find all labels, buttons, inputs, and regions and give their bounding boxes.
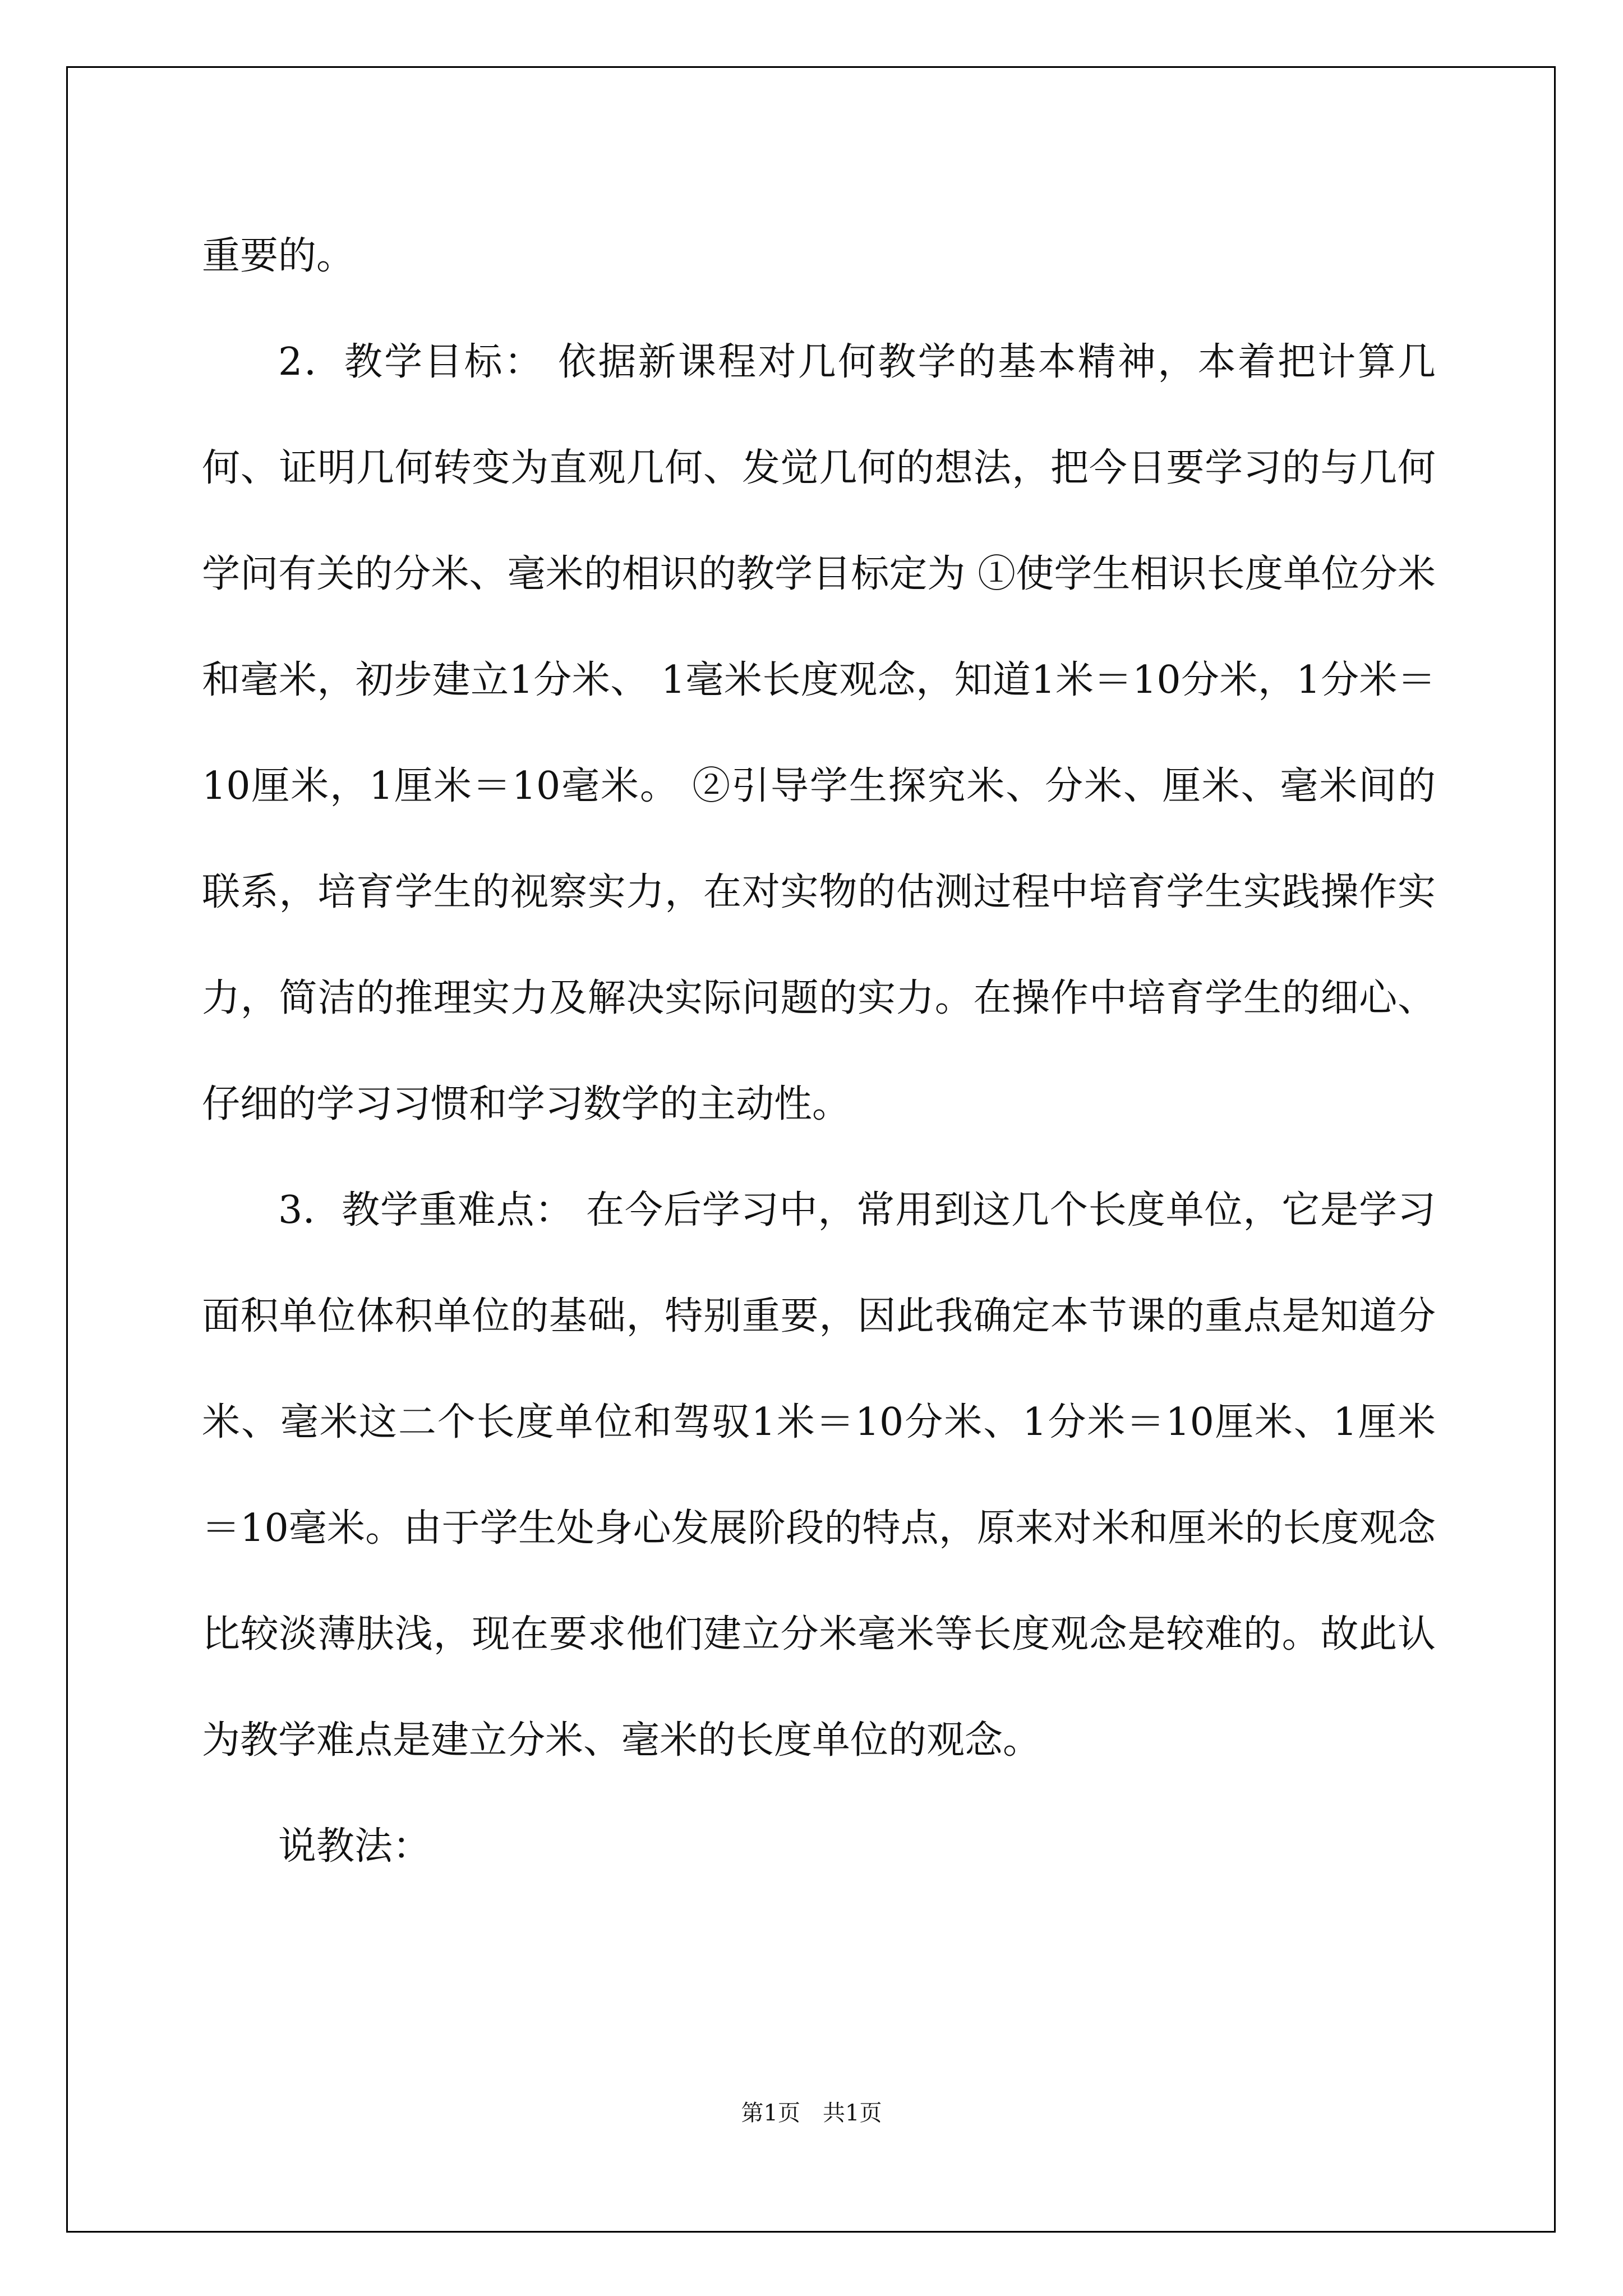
page-footer: 第1页 共1页 xyxy=(741,2100,882,2126)
paragraph-teaching-method-heading: 说教法： xyxy=(278,1824,431,1869)
paragraph-teaching-goals: 2．教学目标： 依据新课程对几何教学的基本精神，本着把计算几何、证明几何转变为直观几何、发觉几何的想法，把今日要学习的与几何学问有关的分米、毫米的相识的教学目标定为 ①使学生相识长度单位分米和毫米，初步建立1分米、 1毫米长度观念，知道1米＝10分米，1分米＝10厘米，1厘米＝10毫米。 ②引导学生探究米、分米、厘米、毫米间的联系，培育学生的视察实力，在对实物的估测过程中培育学生实践操作实力，简洁的推理实力及解决实际问题的实力。在操作中培育学生的细心、仔细的学习习惯和学习数学的主动性。 xyxy=(202,340,1436,1126)
paragraph-key-difficulties: 3．教学重难点： 在今后学习中，常用到这几个长度单位，它是学习面积单位体积单位的基础，特别重要，因此我确定本节课的重点是知道分米、毫米这二个长度单位和驾驭1米＝10分米、1分米＝10厘米、1厘米＝10毫米。由于学生处身心发展阶段的特点，原来对米和厘米的长度观念比较淡薄肤浅，现在要求他们建立分米毫米等长度观念是较难的。故此认为教学难点是建立分米、毫米的长度单位的观念。 xyxy=(202,1188,1436,1763)
document-body xyxy=(202,203,1436,1899)
paragraph-continuation: 重要的。 xyxy=(202,234,355,278)
